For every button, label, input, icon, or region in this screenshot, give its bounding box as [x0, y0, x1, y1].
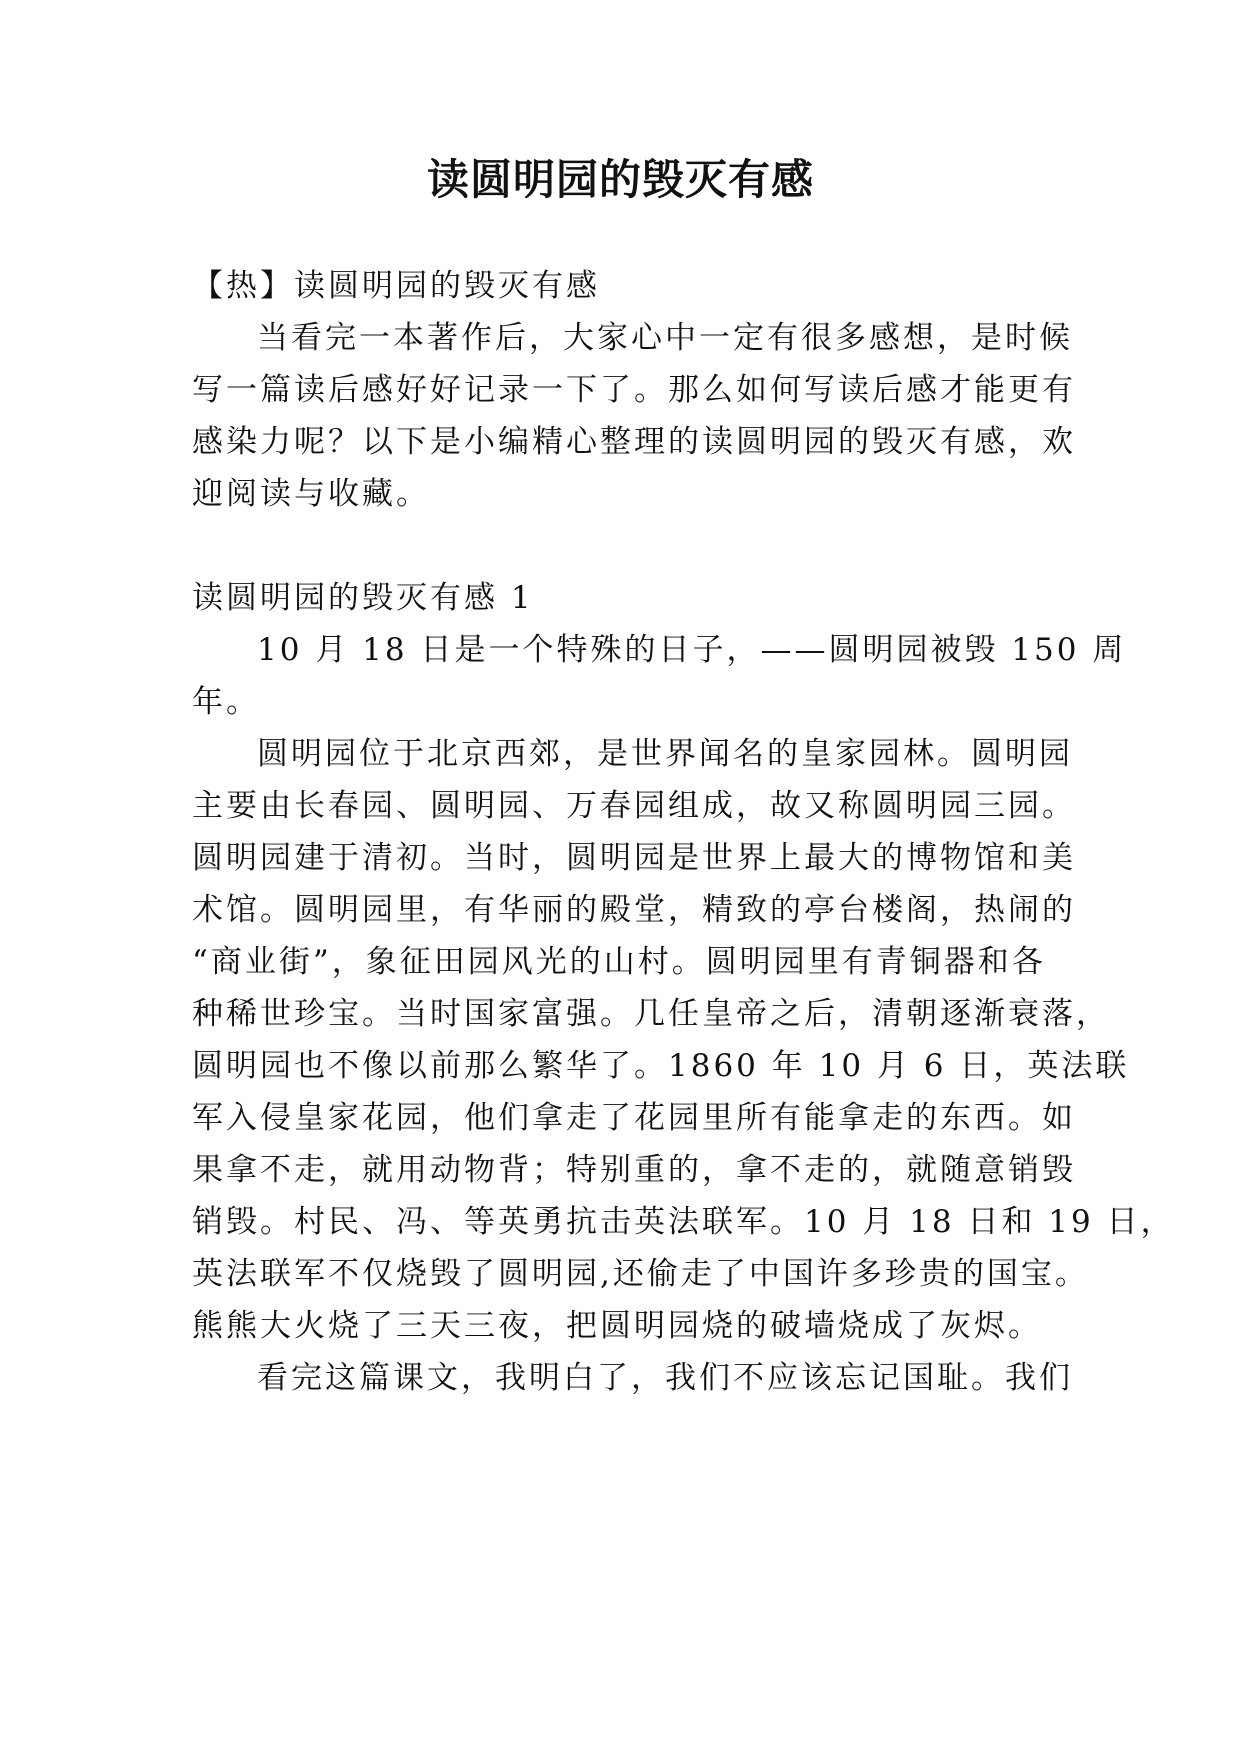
paragraph-2-line-7: 圆明园也不像以前那么繁华了。1860 年 10 月 6 日，英法联 [192, 1048, 1130, 1084]
subtitle-line: 【热】读圆明园的毁灭有感 [192, 268, 600, 304]
intro-line-2: 写一篇读后感好好记录一下了。那么如何写读后感才能更有 [192, 372, 1076, 408]
intro-line-4: 迎阅读与收藏。 [192, 476, 430, 512]
paragraph-2-line-5: “商业街”，象征田园风光的山村。圆明园里有青铜器和各 [192, 944, 1046, 980]
paragraph-2-line-10: 销毁。村民、冯、等英勇抗击英法联军。10 月 18 日和 19 日， [192, 1204, 1175, 1240]
paragraph-2-line-11: 英法联军不仅烧毁了圆明园,还偷走了中国许多珍贵的国宝。 [192, 1256, 1089, 1292]
section-heading: 读圆明园的毁灭有感 1 [192, 580, 534, 616]
paragraph-2-line-1: 圆明园位于北京西郊，是世界闻名的皇家园林。圆明园 [257, 736, 1073, 772]
paragraph-2-line-2: 主要由长春园、圆明园、万春园组成，故又称圆明园三园。 [192, 788, 1076, 824]
paragraph-2-line-8: 军入侵皇家花园，他们拿走了花园里所有能拿走的东西。如 [192, 1100, 1076, 1136]
intro-line-1: 当看完一本著作后，大家心中一定有很多感想，是时候 [257, 320, 1073, 356]
paragraph-3-line-1: 看完这篇课文，我明白了，我们不应该忘记国耻。我们 [257, 1360, 1073, 1396]
document-title: 读圆明园的毁灭有感 [426, 155, 814, 204]
paragraph-1-line-2: 年。 [192, 684, 260, 720]
paragraph-2-line-12: 熊熊大火烧了三天三夜，把圆明园烧的破墙烧成了灰烬。 [192, 1308, 1042, 1344]
paragraph-2-line-3: 圆明园建于清初。当时，圆明园是世界上最大的博物馆和美 [192, 840, 1076, 876]
paragraph-2-line-6: 种稀世珍宝。当时国家富强。几任皇帝之后，清朝逐渐衰落， [192, 996, 1110, 1032]
paragraph-2-line-4: 术馆。圆明园里，有华丽的殿堂，精致的亭台楼阁，热闹的 [192, 892, 1076, 928]
paragraph-2-line-9: 果拿不走，就用动物背；特别重的，拿不走的，就随意销毁 [192, 1152, 1076, 1188]
intro-line-3: 感染力呢？以下是小编精心整理的读圆明园的毁灭有感，欢 [192, 424, 1076, 460]
paragraph-1-line-1: 10 月 18 日是一个特殊的日子，——圆明园被毁 150 周 [257, 632, 1127, 668]
